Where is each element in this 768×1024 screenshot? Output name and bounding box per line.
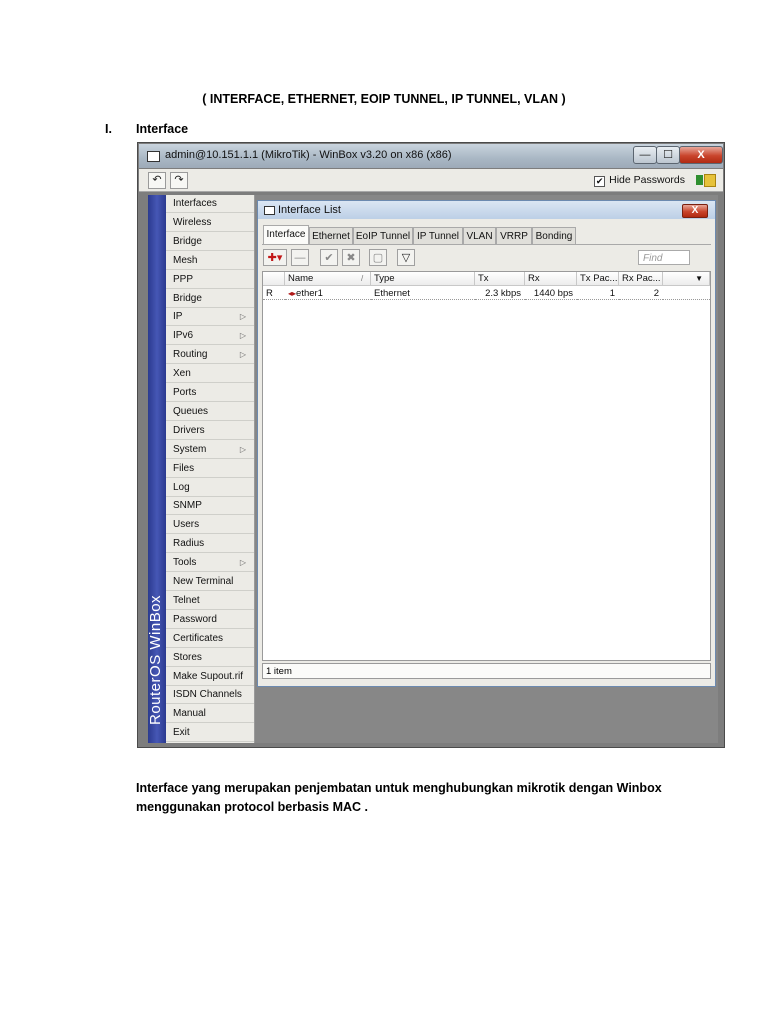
sidebar-item-ip[interactable] bbox=[166, 308, 254, 326]
submenu-arrow-icon: ▷ bbox=[239, 331, 246, 341]
sidebar-item-label: Manual bbox=[173, 708, 206, 720]
row-type: Ethernet bbox=[371, 287, 475, 300]
interface-list-close-button[interactable]: X bbox=[682, 204, 708, 218]
tab-ethernet[interactable]: Ethernet bbox=[309, 227, 353, 244]
row-name-text: ether1 bbox=[296, 288, 323, 299]
sidebar-item-password[interactable] bbox=[166, 611, 254, 629]
sidebar-item-bridge[interactable] bbox=[166, 290, 254, 308]
sidebar-item-interfaces[interactable] bbox=[166, 195, 254, 213]
sidebar-item-ipv6[interactable] bbox=[166, 327, 254, 345]
sidebar-item-label: Files bbox=[173, 462, 195, 474]
sidebar-item-label: Telnet bbox=[173, 594, 200, 606]
column-header-rx[interactable]: Rx bbox=[525, 272, 577, 286]
sidebar-item-certificates[interactable] bbox=[166, 630, 254, 648]
sidebar-item-label: IP bbox=[173, 311, 183, 323]
sidebar-item-label: Certificates bbox=[173, 632, 224, 644]
sidebar-item-ports[interactable] bbox=[166, 384, 254, 402]
sidebar-item-snmp[interactable] bbox=[166, 497, 254, 515]
brand-bar bbox=[148, 195, 166, 743]
brand-text: RouterOS WinBox bbox=[147, 594, 164, 726]
sidebar-item-label: Interfaces bbox=[173, 198, 217, 209]
sidebar-item-drivers[interactable] bbox=[166, 422, 254, 440]
sidebar-item-label: New Terminal bbox=[173, 576, 234, 587]
sidebar-item-label: Routing bbox=[173, 349, 208, 361]
sidebar-item-label: Make Supout.rif bbox=[173, 670, 244, 682]
sidebar-item-routing[interactable] bbox=[166, 346, 254, 364]
sidebar-item-label: Stores bbox=[173, 651, 202, 663]
sidebar-item-log[interactable] bbox=[166, 479, 254, 497]
sidebar-item-label: Tools bbox=[173, 557, 197, 569]
sidebar-item-tools[interactable] bbox=[166, 554, 254, 572]
tab-vrrp[interactable]: VRRP bbox=[496, 227, 532, 244]
winbox-screenshot bbox=[137, 142, 725, 748]
sidebar-item-new-terminal[interactable] bbox=[166, 573, 254, 591]
sidebar-item-label: ISDN Channels bbox=[173, 689, 242, 701]
sidebar-item-radius[interactable] bbox=[166, 535, 254, 553]
sidebar-item-label: IPv6 bbox=[173, 330, 194, 342]
status-bar: 1 item bbox=[262, 663, 711, 679]
minimize-button[interactable]: — bbox=[633, 146, 657, 164]
window-icon bbox=[147, 151, 160, 162]
sidebar-item-system[interactable] bbox=[166, 441, 254, 459]
column-header-flag[interactable] bbox=[263, 272, 285, 286]
sidebar-item-users[interactable] bbox=[166, 516, 254, 534]
sidebar-item-label: Exit bbox=[173, 727, 190, 739]
submenu-arrow-icon: ▷ bbox=[239, 444, 246, 454]
sidebar-item-label: Radius bbox=[173, 538, 205, 550]
title-bar bbox=[139, 144, 723, 168]
find-input[interactable]: Find bbox=[638, 250, 690, 265]
sidebar-item-telnet[interactable] bbox=[166, 592, 254, 610]
interface-list-titlebar bbox=[258, 201, 715, 219]
submenu-arrow-icon: ▷ bbox=[239, 558, 246, 568]
sidebar-item-wireless[interactable] bbox=[166, 214, 254, 232]
submenu-arrow-icon: ▷ bbox=[239, 350, 246, 360]
sidebar-item-make-supout-rif[interactable] bbox=[166, 668, 254, 686]
submenu-arrow-icon: ▷ bbox=[239, 312, 246, 322]
sidebar-item-label: Bridge bbox=[173, 235, 202, 247]
sidebar-item-label: Queues bbox=[173, 405, 209, 417]
tab-interface[interactable]: Interface bbox=[263, 225, 309, 245]
interface-table bbox=[262, 271, 711, 661]
sidebar-item-label: Log bbox=[173, 481, 190, 493]
name-header-label: Name bbox=[288, 273, 314, 284]
sidebar-item-exit[interactable] bbox=[166, 724, 254, 742]
enable-button[interactable]: ✔ bbox=[320, 249, 338, 266]
tab-vlan[interactable]: VLAN bbox=[463, 227, 496, 244]
tab-bonding[interactable]: Bonding bbox=[532, 227, 576, 244]
sidebar-item-bridge[interactable] bbox=[166, 233, 254, 251]
hide-passwords-checkbox[interactable]: ✔ bbox=[595, 176, 604, 186]
ethernet-port-icon: ◂▸ bbox=[288, 289, 297, 298]
sidebar-item-label: Password bbox=[173, 613, 217, 625]
sidebar-item-stores[interactable] bbox=[166, 649, 254, 667]
sort-indicator: / bbox=[361, 274, 364, 283]
document-heading: ( INTERFACE, ETHERNET, EOIP TUNNEL, IP TUNNEL, VLAN ) bbox=[202, 92, 566, 106]
hide-passwords-toggle[interactable] bbox=[594, 174, 685, 187]
column-header-rx-packets[interactable]: Rx Pac... bbox=[619, 272, 663, 286]
add-button[interactable]: ✚▾ bbox=[263, 249, 287, 266]
interface-list-title: Interface List bbox=[278, 204, 341, 216]
row-flag: R bbox=[263, 287, 285, 300]
workspace bbox=[255, 195, 718, 743]
column-header-tx[interactable]: Tx bbox=[475, 272, 525, 286]
side-menu bbox=[166, 195, 255, 743]
close-button[interactable]: X bbox=[679, 146, 723, 164]
filter-button[interactable]: ▽ bbox=[397, 249, 415, 266]
sidebar-item-isdn-channels[interactable] bbox=[166, 686, 254, 704]
row-tx-packets: 1 bbox=[577, 287, 619, 300]
column-header-type[interactable]: Type bbox=[371, 272, 475, 286]
description-paragraph: Interface yang merupakan penjembatan untuk menghubungkan mikrotik dengan Winbox menggunakan protocol berbasis MAC . bbox=[136, 781, 662, 814]
tab-ip-tunnel[interactable]: IP Tunnel bbox=[413, 227, 463, 244]
maximize-button[interactable]: ☐ bbox=[656, 146, 680, 164]
interface-list-icon bbox=[264, 206, 275, 215]
row-tx: 2.3 kbps bbox=[475, 287, 525, 300]
sidebar-item-label: Bridge bbox=[173, 292, 202, 304]
interface-list-window bbox=[257, 200, 716, 687]
sidebar-item-manual[interactable] bbox=[166, 705, 254, 723]
row-name bbox=[285, 287, 371, 300]
row-filler bbox=[663, 287, 710, 300]
row-rx-packets: 2 bbox=[619, 287, 663, 300]
remove-button[interactable]: — bbox=[291, 249, 309, 266]
sidebar-item-files[interactable] bbox=[166, 460, 254, 478]
sidebar-item-label: Users bbox=[173, 519, 200, 531]
tab-divider bbox=[262, 244, 711, 245]
hide-passwords-label: Hide Passwords bbox=[609, 174, 685, 186]
sidebar-item-label: Mesh bbox=[173, 254, 198, 266]
section-title: Interface bbox=[136, 122, 189, 136]
lock-icon bbox=[704, 174, 716, 187]
tab-eoip-tunnel[interactable]: EoIP Tunnel bbox=[353, 227, 413, 244]
main-toolbar bbox=[139, 169, 723, 192]
sidebar-item-ppp[interactable] bbox=[166, 271, 254, 289]
disable-button[interactable]: ✖ bbox=[342, 249, 360, 266]
column-header-tx-packets[interactable]: Tx Pac... bbox=[577, 272, 619, 286]
undo-button[interactable]: ↶ bbox=[148, 172, 166, 189]
sidebar-item-label: Ports bbox=[173, 387, 197, 398]
row-rx: 1440 bps bbox=[525, 287, 577, 300]
comment-button[interactable]: ▢ bbox=[369, 249, 387, 266]
sidebar-item-label: Xen bbox=[173, 368, 191, 380]
sidebar-item-label: SNMP bbox=[173, 500, 202, 512]
window-title: admin@10.151.1.1 (MikroTik) - WinBox v3.20 on x86 (x86) bbox=[165, 149, 452, 161]
sidebar-item-queues[interactable] bbox=[166, 403, 254, 421]
connection-status-icon bbox=[696, 175, 703, 185]
redo-button[interactable]: ↷ bbox=[170, 172, 188, 189]
column-header-name[interactable] bbox=[285, 272, 371, 286]
section-number: I. bbox=[105, 122, 112, 136]
sidebar-item-label: System bbox=[173, 443, 207, 455]
sidebar-item-mesh[interactable] bbox=[166, 252, 254, 270]
sidebar-item-label: Drivers bbox=[173, 424, 205, 436]
column-chooser-icon[interactable]: ▼ bbox=[663, 272, 710, 286]
sidebar-item-xen[interactable] bbox=[166, 365, 254, 383]
sidebar-item-label: Wireless bbox=[173, 216, 212, 228]
sidebar-item-label: PPP bbox=[173, 273, 194, 285]
